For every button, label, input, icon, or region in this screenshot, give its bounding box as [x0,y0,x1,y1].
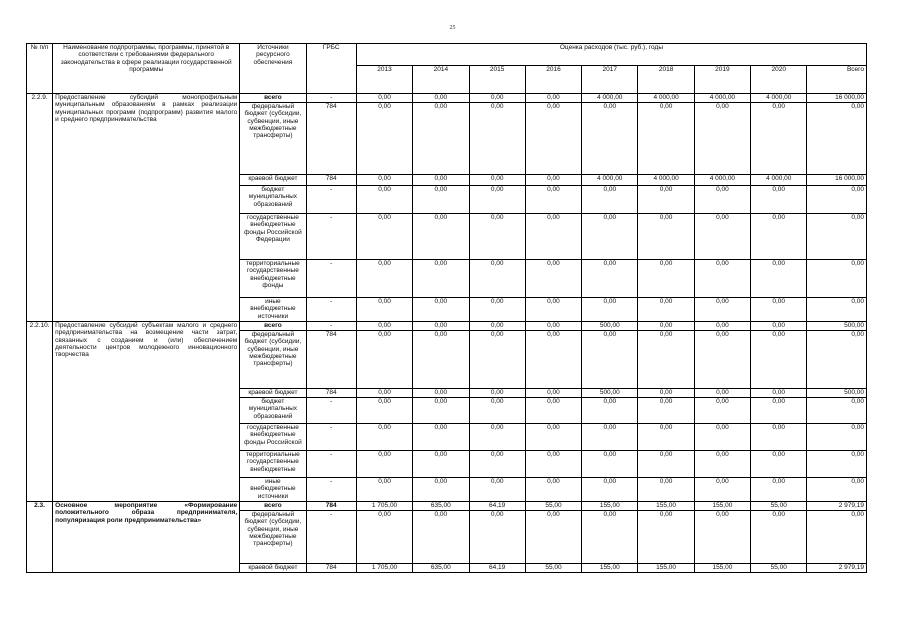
year-value: 0,00 [413,298,469,322]
expense-estimate-table [26,43,867,573]
year-value: 4 000,00 [751,94,807,103]
year-value: 0,00 [525,175,581,186]
funding-source: федеральный бюджет (субсидии, субвенции, иные межбюджетные трансферты) [240,511,306,564]
year-value: 0,00 [413,103,469,175]
year-value: 0,00 [694,260,750,298]
year-value: 0,00 [751,103,807,175]
total-value: 0,00 [807,398,867,424]
total-value: 0,00 [807,186,867,214]
total-value: 16 000,00 [807,175,867,186]
year-value: 0,00 [413,94,469,103]
year-value: 0,00 [751,214,807,260]
funding-source: иные внебюджетные источники [240,478,306,502]
year-value: 0,00 [694,389,750,398]
year-value: 0,00 [356,451,412,478]
year-value: 0,00 [469,186,525,214]
year-value: 0,00 [413,511,469,564]
year-value: 0,00 [469,389,525,398]
year-value: 0,00 [356,331,412,389]
year-value: 0,00 [582,214,638,260]
funding-source: всего [240,502,306,511]
year-value: 0,00 [694,451,750,478]
year-value: 0,00 [638,214,694,260]
year-value: 0,00 [356,298,412,322]
year-value: 55,00 [751,502,807,511]
header-estimate: Оценка расходов (тыс. руб.), годы [356,44,866,66]
year-value: 0,00 [356,214,412,260]
section-number: 2.2.10. [27,322,53,502]
year-value: 0,00 [356,478,412,502]
year-value: 0,00 [694,214,750,260]
grbs-code: - [306,260,356,298]
year-value: 4 000,00 [694,94,750,103]
year-value: 0,00 [525,511,581,564]
year-value: 0,00 [751,331,807,389]
year-value: 0,00 [751,389,807,398]
year-value: 55,00 [525,502,581,511]
year-value: 0,00 [525,478,581,502]
year-value: 0,00 [469,94,525,103]
year-value: 0,00 [525,260,581,298]
year-value: 0,00 [694,424,750,451]
year-value: 0,00 [694,103,750,175]
table-row [27,322,867,331]
year-value: 635,00 [413,564,469,573]
year-value: 0,00 [638,478,694,502]
grbs-code: 784 [306,389,356,398]
year-value: 0,00 [525,298,581,322]
year-value: 0,00 [582,451,638,478]
year-value: 0,00 [582,478,638,502]
year-value: 0,00 [582,186,638,214]
year-value: 0,00 [582,331,638,389]
header-year: 2013 [356,66,412,94]
year-value: 0,00 [469,451,525,478]
year-value: 0,00 [525,398,581,424]
year-value: 0,00 [638,398,694,424]
grbs-code: 784 [306,502,356,511]
year-value: 0,00 [638,389,694,398]
year-value: 500,00 [582,322,638,331]
year-value: 0,00 [356,322,412,331]
header-name: Наименование подпрограммы, программы, принятой в соответствии с требованиями федерального законодательства в сфере реализации государственной программы [53,44,240,94]
year-value: 0,00 [751,511,807,564]
total-value: 0,00 [807,331,867,389]
year-value: 64,19 [469,564,525,573]
funding-source: бюджет муниципальных образований [240,186,306,214]
table-row [27,502,867,511]
year-value: 0,00 [582,424,638,451]
grbs-code: - [306,298,356,322]
funding-source: краевой бюджет [240,564,306,573]
page-number: 25 [449,25,456,31]
year-value: 0,00 [694,331,750,389]
year-value: 4 000,00 [694,175,750,186]
funding-source: краевой бюджет [240,175,306,186]
year-value: 0,00 [469,424,525,451]
year-value: 0,00 [469,322,525,331]
year-value: 0,00 [525,331,581,389]
year-value: 155,00 [638,502,694,511]
header-num: № п/п [27,44,53,94]
year-value: 0,00 [638,298,694,322]
year-value: 0,00 [356,94,412,103]
year-value: 0,00 [694,322,750,331]
year-value: 0,00 [356,175,412,186]
year-value: 155,00 [582,564,638,573]
section-number: 2.2.9. [27,94,53,322]
year-value: 4 000,00 [582,94,638,103]
grbs-code: - [306,511,356,564]
year-value: 0,00 [525,389,581,398]
year-value: 0,00 [638,186,694,214]
year-value: 0,00 [356,260,412,298]
year-value: 155,00 [638,564,694,573]
year-value: 4 000,00 [751,175,807,186]
year-value: 0,00 [356,186,412,214]
year-value: 0,00 [638,322,694,331]
year-value: 0,00 [525,214,581,260]
year-value: 0,00 [469,331,525,389]
section-name: Основное мероприятие «Формирование положительного образа предпринимателя, популяризация роли предпринимательства» [53,502,240,573]
section-name: Предоставление субсидий субъектам малого и среднего предпринимательства на возмещение части затрат, связанных с созданием и (или) обеспечением деятельности центров молодежного инновационного творчества [53,322,240,502]
year-value: 0,00 [469,298,525,322]
year-value: 0,00 [582,398,638,424]
header-year: 2016 [525,66,581,94]
total-value: 0,00 [807,298,867,322]
year-value: 0,00 [413,478,469,502]
grbs-code: - [306,322,356,331]
grbs-code: - [306,398,356,424]
year-value: 64,19 [469,502,525,511]
year-value: 0,00 [413,451,469,478]
funding-source: государственные внебюджетные фонды Российской [240,424,306,451]
year-value: 0,00 [469,398,525,424]
year-value: 0,00 [413,389,469,398]
year-value: 0,00 [751,186,807,214]
grbs-code: - [306,424,356,451]
grbs-code: - [306,478,356,502]
year-value: 0,00 [469,478,525,502]
year-value: 0,00 [413,398,469,424]
year-value: 500,00 [582,389,638,398]
year-value: 55,00 [751,564,807,573]
year-value: 0,00 [525,103,581,175]
year-value: 0,00 [356,398,412,424]
year-value: 0,00 [751,424,807,451]
total-value: 500,00 [807,389,867,398]
total-value: 2 979,19 [807,564,867,573]
funding-source: государственные внебюджетные фонды Российской Федерации [240,214,306,260]
total-value: 0,00 [807,103,867,175]
year-value: 0,00 [525,322,581,331]
header-year: 2015 [469,66,525,94]
grbs-code: 784 [306,564,356,573]
year-value: 0,00 [356,424,412,451]
year-value: 1 705,00 [356,502,412,511]
header-year: 2014 [413,66,469,94]
year-value: 0,00 [638,511,694,564]
grbs-code: - [306,94,356,103]
year-value: 0,00 [469,511,525,564]
year-value: 0,00 [751,322,807,331]
year-value: 0,00 [694,478,750,502]
year-value: 0,00 [694,186,750,214]
grbs-code: 784 [306,331,356,389]
year-value: 0,00 [469,214,525,260]
grbs-code: 784 [306,103,356,175]
year-value: 0,00 [751,478,807,502]
total-value: 2 979,19 [807,502,867,511]
year-value: 0,00 [751,398,807,424]
year-value: 0,00 [413,322,469,331]
grbs-code: - [306,214,356,260]
year-value: 0,00 [638,424,694,451]
total-value: 16 000,00 [807,94,867,103]
section-name: Предоставление субсидий монопрофильным муниципальным образованиям в рамках реализации муниципальных программ (подпрограмм) развития малого и среднего предпринимательства [53,94,240,322]
year-value: 0,00 [638,331,694,389]
year-value: 0,00 [638,451,694,478]
year-value: 0,00 [356,511,412,564]
year-value: 0,00 [413,331,469,389]
year-value: 4 000,00 [582,175,638,186]
year-value: 0,00 [413,214,469,260]
year-value: 0,00 [525,186,581,214]
year-value: 0,00 [751,451,807,478]
year-value: 0,00 [751,260,807,298]
funding-source: краевой бюджет [240,389,306,398]
funding-source: иные внебюджетные источники [240,298,306,322]
year-value: 0,00 [582,103,638,175]
year-value: 0,00 [582,298,638,322]
total-value: 0,00 [807,424,867,451]
header-grbs: ГРБС [306,44,356,94]
header-year: 2017 [582,66,638,94]
header-total: Всего [807,66,867,94]
year-value: 155,00 [694,502,750,511]
header-sources: Источники ресурсного обеспечения [240,44,306,94]
year-value: 0,00 [751,298,807,322]
year-value: 0,00 [694,511,750,564]
funding-source: федеральный бюджет (субсидии, субвенции, иные межбюджетные трансферты) [240,331,306,389]
total-value: 0,00 [807,260,867,298]
funding-source: всего [240,322,306,331]
year-value: 0,00 [638,103,694,175]
total-value: 0,00 [807,478,867,502]
year-value: 4 000,00 [638,94,694,103]
year-value: 0,00 [413,175,469,186]
year-value: 4 000,00 [638,175,694,186]
total-value: 0,00 [807,214,867,260]
year-value: 0,00 [356,103,412,175]
funding-source: территориальные государственные внебюджетные [240,451,306,478]
total-value: 500,00 [807,322,867,331]
year-value: 0,00 [413,186,469,214]
year-value: 635,00 [413,502,469,511]
header-year: 2019 [694,66,750,94]
funding-source: всего [240,94,306,103]
grbs-code: - [306,186,356,214]
funding-source: территориальные государственные внебюджетные фонды [240,260,306,298]
year-value: 0,00 [525,451,581,478]
grbs-code: - [306,451,356,478]
year-value: 0,00 [356,389,412,398]
year-value: 55,00 [525,564,581,573]
year-value: 0,00 [638,260,694,298]
header-year: 2020 [751,66,807,94]
total-value: 0,00 [807,451,867,478]
year-value: 1 705,00 [356,564,412,573]
year-value: 0,00 [469,175,525,186]
header-year: 2018 [638,66,694,94]
year-value: 0,00 [694,398,750,424]
year-value: 0,00 [469,260,525,298]
year-value: 0,00 [413,424,469,451]
section-number: 2.3. [27,502,53,573]
year-value: 0,00 [469,103,525,175]
total-value: 0,00 [807,511,867,564]
year-value: 0,00 [582,511,638,564]
year-value: 0,00 [525,94,581,103]
year-value: 0,00 [413,260,469,298]
year-value: 155,00 [694,564,750,573]
funding-source: федеральный бюджет (субсидии, субвенции, иные межбюджетные трансферты) [240,103,306,175]
year-value: 0,00 [694,298,750,322]
year-value: 0,00 [525,424,581,451]
year-value: 155,00 [582,502,638,511]
year-value: 0,00 [582,260,638,298]
grbs-code: 784 [306,175,356,186]
funding-source: бюджет муниципальных образований [240,398,306,424]
table-row [27,94,867,103]
